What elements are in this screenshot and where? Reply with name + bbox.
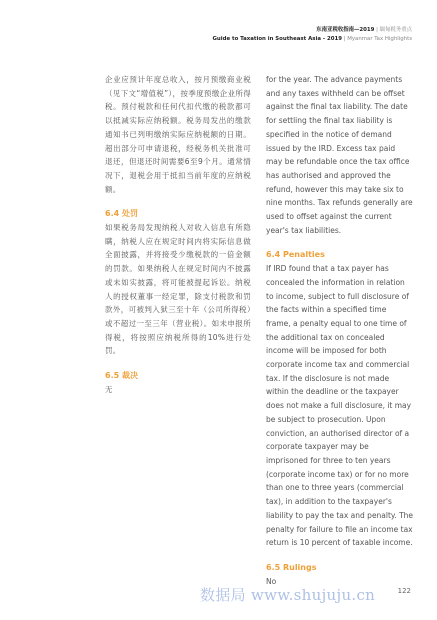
header-subtitle-chinese: | 缅甸税务重点 [376, 27, 412, 33]
english-column [266, 73, 413, 588]
header-title-chinese: 东南亚税收指南—2019 [316, 27, 375, 33]
running-header [213, 26, 413, 44]
chinese-column [105, 73, 251, 396]
section-6-5-heading-chinese: 6.5 裁决 [105, 371, 138, 381]
intro-paragraph-chinese: 企业应预计年度总收入，按月预缴商业税（见下文“增值税”），按季度预缴企业所得税。预付税款和任何代扣代缴的税款都可以抵减实际应纳税额。税务局发出的缴款通知书已列明缴纳实际应纳税额的日期。超出部分可申请退税，经税务机关批准可退还，但退还时间需要6至9个月。通常情况下，退税会用于抵扣当前年度的应纳税额。 [105, 75, 251, 194]
header-subtitle-english: | Myanmar Tax Highlights [343, 36, 412, 42]
section-6-4-body-chinese: 如果税务局发现纳税人对收入信息有所隐瞒，纳税人应在规定时间内将实际信息做全面披露，并将接受少缴税款的一倍金额的罚款。如果纳税人在规定时间内不披露或未如实披露，将可能被提起诉讼。纳税人的授权董事一经定罪，除支付税款和罚款外，可被判入狱三至十年（公司所得税）或不超过一至三年（营业税）。如未申报所得税，将按照应纳税所得的10%进行处罚。 [105, 223, 251, 356]
section-6-5-body-english: No [266, 576, 277, 586]
section-6-4-heading-chinese: 6.4 处罚 [105, 209, 138, 219]
intro-paragraph-english: for the year. The advance payments and any taxes withheld can be offset against the final tax liability. The date for settling the final tax liability is specified in the notice of demand issued by the IRD. Excess tax paid may be refundable once the tax office has authorised and approved the refund, however this may take six to nine months. Tax refunds generally are used to offset against the current year's tax liabilities. [266, 75, 413, 235]
section-6-4-heading-english: 6.4 Penalties [266, 250, 325, 260]
page-number: 122 [397, 587, 411, 595]
section-6-5-heading-english: 6.5 Rulings [266, 562, 317, 572]
watermark: 数据局 www.shujuju.cn [200, 586, 376, 604]
section-6-4-body-english: If IRD found that a tax payer has concealed the information in relation to income, subject to full disclosure of the facts within a specified time frame, a penalty equal to one time of the additional tax on concealed income will be imposed for both corporate income tax and commercial tax. If the disclosure is not made within the deadline or the taxpayer does not make a full disclosure, it may be subject to prosecution. Upon conviction, an authorised director of a corporate taxpayer may be imprisoned for three to ten years (corporate income tax) or for no more than one to three years (commercial tax), in addition to the taxpayer's liability to pay the tax and penalty. The penalty for failure to file an income tax return is 10 percent of taxable income. [266, 264, 414, 548]
section-6-5-body-chinese: 无 [105, 384, 113, 394]
header-line-english [213, 35, 413, 44]
header-title-english: Guide to Taxation in Southeast Asia - 2019 [212, 36, 342, 42]
header-line-chinese [213, 26, 413, 35]
